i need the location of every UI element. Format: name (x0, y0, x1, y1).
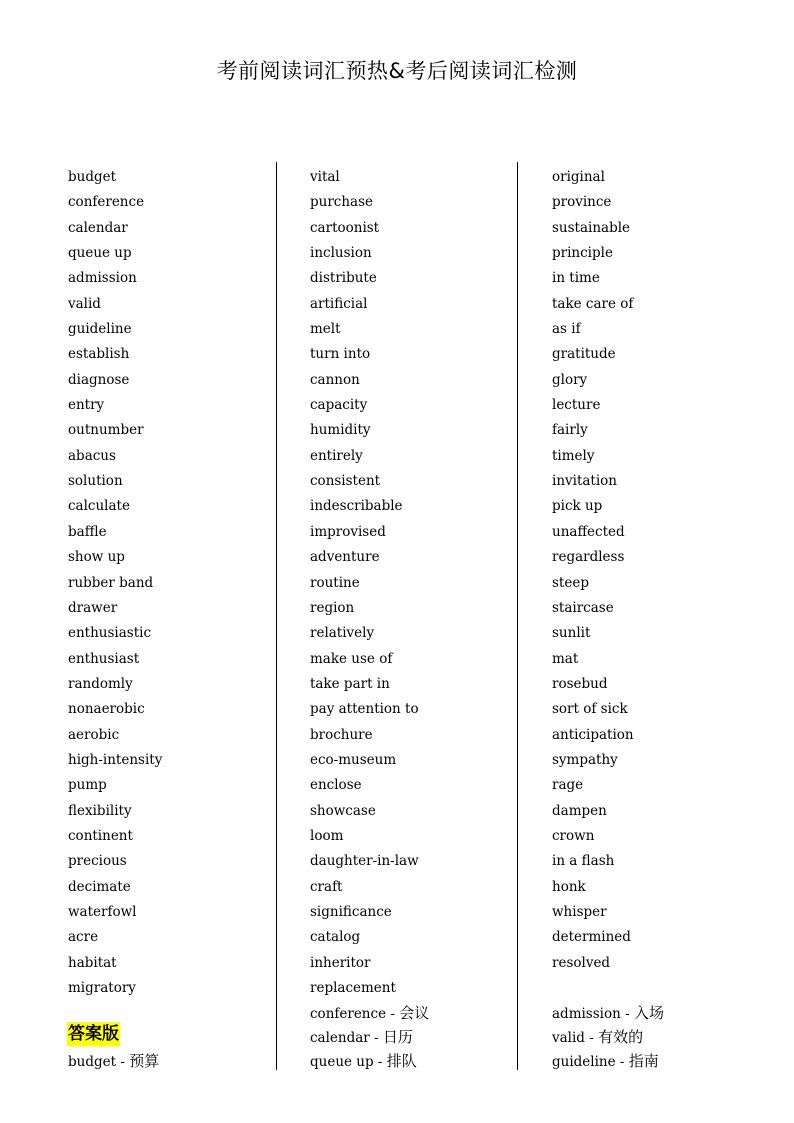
answer-chinese: 日历 (382, 1028, 413, 1046)
answer-line (68, 1050, 159, 1071)
answer-english: admission - (552, 1006, 634, 1022)
answer-chinese: 入场 (633, 1004, 664, 1022)
vocab-word: valid (68, 295, 101, 312)
vocab-word: enthusiastic (68, 625, 152, 642)
vocab-word: guideline (68, 321, 132, 338)
vocab-word: enclose (310, 777, 362, 794)
vocab-word: flexibility (68, 802, 132, 819)
vocab-word: regardless (552, 549, 625, 566)
vocab-word: consistent (310, 473, 381, 490)
vocab-word: aerobic (68, 726, 120, 743)
vocab-word: loom (310, 827, 344, 844)
vocab-word: solution (68, 473, 123, 490)
vocab-word: glory (552, 371, 588, 388)
vocab-word: artificial (310, 295, 368, 312)
vocab-word: improvised (310, 523, 386, 540)
vocab-word: sunlit (552, 625, 591, 642)
vocab-word: lecture (552, 397, 601, 414)
answer-line (310, 1050, 417, 1071)
vocab-word: in a flash (552, 853, 615, 870)
vocab-word: honk (552, 878, 586, 895)
vocab-word: region (310, 599, 355, 616)
vocab-word: calendar (68, 219, 128, 236)
vocab-word: pick up (552, 498, 603, 515)
vocab-word: establish (68, 346, 130, 363)
vocab-word: relatively (310, 625, 375, 642)
vocab-word: fairly (552, 422, 588, 439)
answer-line (552, 1026, 643, 1047)
vocab-word: province (552, 194, 612, 211)
vocab-word: timely (552, 447, 595, 464)
vocab-word: turn into (310, 346, 371, 363)
vocab-word: steep (552, 574, 589, 591)
vocab-word: admission (68, 270, 137, 287)
vocab-word: inheritor (310, 954, 371, 971)
vocab-word: capacity (310, 397, 368, 414)
answer-english: calendar - (310, 1030, 383, 1046)
vocab-word: show up (68, 549, 125, 566)
vocab-word: high-intensity (68, 751, 163, 768)
vocab-word: routine (310, 574, 360, 591)
answer-line (552, 1002, 664, 1023)
vocab-word: budget (68, 169, 117, 185)
vocab-word: randomly (68, 675, 133, 692)
vocab-word: habitat (68, 954, 117, 971)
answer-line (552, 1050, 659, 1071)
vocab-word: take part in (310, 675, 390, 692)
vocab-word: outnumber (68, 422, 144, 439)
vocab-word: resolved (552, 954, 611, 971)
vocab-word: gratitude (552, 346, 616, 363)
vocab-column-1 (68, 165, 162, 1001)
vocab-word: diagnose (68, 371, 130, 388)
vocab-word: abacus (68, 447, 116, 464)
vocab-word: replacement (310, 980, 396, 996)
vocab-word: humidity (310, 422, 371, 439)
vocab-word: sustainable (552, 219, 631, 236)
answer-english: queue up - (310, 1054, 387, 1070)
vocab-word: queue up (68, 245, 132, 262)
column-divider (276, 162, 277, 1070)
vocab-word: drawer (68, 599, 118, 616)
vocab-word: rubber band (68, 574, 154, 591)
vocab-word: eco-museum (310, 751, 397, 768)
page-title: 考前阅读词汇预热&考后阅读词汇检测 (216, 59, 578, 83)
vocab-word: decimate (68, 878, 131, 895)
vocab-word: adventure (310, 549, 380, 566)
vocab-word: dampen (552, 802, 607, 819)
vocab-word: sort of sick (552, 701, 628, 718)
vocab-word: unaffected (552, 523, 625, 540)
vocab-word: melt (310, 321, 341, 338)
vocab-word: purchase (310, 194, 374, 211)
vocab-word: crown (552, 827, 595, 844)
answer-line (310, 1026, 413, 1047)
vocab-word: sympathy (552, 751, 618, 768)
vocab-word: rosebud (552, 675, 608, 692)
vocab-word: showcase (310, 802, 376, 819)
vocab-word: acre (68, 929, 99, 946)
answer-english: budget - (68, 1054, 130, 1070)
vocab-word: principle (552, 245, 613, 262)
vocab-column-3 (552, 165, 634, 976)
vocab-word: nonaerobic (68, 701, 145, 718)
vocab-word: pump (68, 777, 107, 794)
vocab-word: entry (68, 397, 105, 414)
answer-chinese: 预算 (129, 1052, 160, 1070)
vocab-word: staircase (552, 599, 614, 616)
answer-english: valid - (552, 1030, 599, 1046)
vocab-word: cartoonist (310, 219, 380, 236)
answer-chinese: 有效的 (598, 1028, 644, 1046)
vocab-word: rage (552, 777, 584, 794)
vocab-word: cannon (310, 371, 360, 388)
vocab-word: determined (552, 929, 631, 946)
vocab-word: pay attention to (310, 701, 419, 718)
vocab-word: take care of (552, 295, 634, 312)
column-divider (517, 162, 518, 1070)
vocab-word: entirely (310, 447, 363, 464)
vocab-word: distribute (310, 270, 377, 287)
vocab-word: baffle (68, 523, 107, 540)
answer-line (310, 1002, 429, 1023)
answer-chinese: 指南 (628, 1052, 659, 1070)
answer-section-label: 答案版 (68, 1024, 119, 1044)
vocab-word: conference (68, 194, 145, 211)
vocab-column-2 (310, 165, 419, 1001)
vocab-word: indescribable (310, 498, 403, 515)
vocab-word: as if (552, 321, 581, 338)
answer-english: conference - (310, 1006, 400, 1022)
vocab-word: enthusiast (68, 650, 140, 667)
vocab-word: make use of (310, 650, 393, 667)
vocab-word: craft (310, 878, 343, 895)
vocab-word: invitation (552, 473, 617, 490)
answer-chinese: 排队 (386, 1052, 417, 1070)
vocab-word: continent (68, 827, 133, 844)
answer-english: guideline - (552, 1054, 629, 1070)
vocab-word: significance (310, 903, 392, 920)
vocab-word: original (552, 169, 605, 185)
vocab-word: daughter-in-law (310, 853, 419, 870)
vocab-word: vital (310, 169, 340, 185)
vocab-word: anticipation (552, 726, 634, 743)
vocab-word: inclusion (310, 245, 372, 262)
vocab-word: catalog (310, 929, 361, 946)
vocab-word: in time (552, 270, 600, 287)
vocab-word: migratory (68, 980, 136, 996)
answer-chinese: 会议 (399, 1004, 430, 1022)
vocab-word: calculate (68, 498, 130, 515)
vocab-word: brochure (310, 726, 373, 743)
vocab-word: whisper (552, 903, 607, 920)
vocab-word: precious (68, 853, 127, 870)
vocab-word: waterfowl (68, 903, 137, 920)
vocab-word: mat (552, 650, 579, 667)
